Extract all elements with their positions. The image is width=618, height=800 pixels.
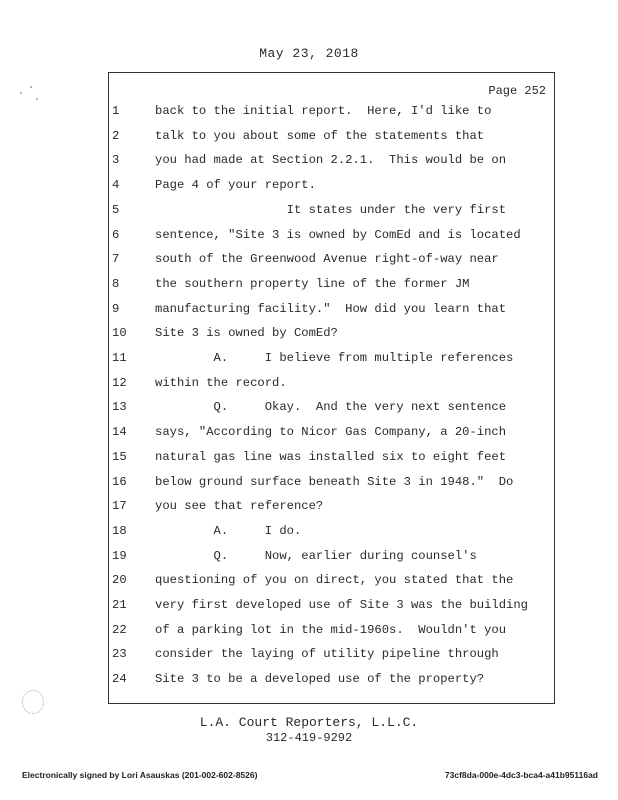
line-text: A. I do.	[155, 523, 302, 538]
line-text: Site 3 is owned by ComEd?	[155, 326, 338, 341]
transcript-line	[0, 425, 618, 445]
line-number: 22	[112, 622, 127, 637]
line-number: 13	[112, 400, 127, 415]
line-number: 9	[112, 301, 120, 316]
line-text: Q. Now, earlier during counsel's	[155, 548, 477, 563]
line-text: below ground surface beneath Site 3 in 1948." Do	[155, 474, 514, 489]
scan-speck	[36, 98, 38, 100]
transcript-line	[0, 450, 618, 470]
line-text: manufacturing facility." How did you learn that	[155, 301, 507, 316]
line-text: the southern property line of the former JM	[155, 276, 470, 291]
line-number: 19	[112, 548, 127, 563]
line-number: 20	[112, 573, 127, 588]
line-number: 6	[112, 227, 120, 242]
transcript-line	[0, 351, 618, 371]
header-date: May 23, 2018	[259, 46, 359, 61]
transcript-line	[0, 178, 618, 198]
transcript-line	[0, 104, 618, 124]
line-text: It states under the very first	[155, 202, 507, 217]
line-number: 1	[112, 104, 120, 118]
line-text: Page 4 of your report.	[155, 178, 316, 193]
line-number: 17	[112, 499, 127, 514]
line-number: 10	[112, 326, 127, 341]
line-text: consider the laying of utility pipeline through	[155, 647, 499, 662]
line-text: you see that reference?	[155, 499, 324, 514]
electronic-signature: Electronically signed by Lori Asauskas (201-002-602-8526)	[22, 770, 258, 780]
line-number: 5	[112, 202, 120, 217]
transcript-line	[0, 302, 618, 322]
page-number: Page 252	[488, 84, 546, 98]
line-text: very first developed use of Site 3 was the building	[155, 598, 528, 612]
transcript-line	[0, 524, 618, 544]
punch-hole-mark	[22, 690, 44, 714]
line-number: 14	[112, 425, 127, 440]
footer-firm: L.A. Court Reporters, L.L.C.	[199, 715, 419, 730]
transcript-line	[0, 277, 618, 297]
transcript-line	[0, 153, 618, 173]
transcript-line	[0, 129, 618, 149]
line-number: 21	[112, 598, 127, 612]
line-text: says, "According to Nicor Gas Company, a 20-inch	[155, 425, 507, 440]
line-number: 18	[112, 523, 127, 538]
transcript-line	[0, 672, 618, 692]
scan-speck	[20, 92, 22, 94]
line-text: natural gas line was installed six to eight feet	[155, 449, 507, 464]
transcript-line	[0, 598, 618, 618]
line-text: sentence, "Site 3 is owned by ComEd and is located	[155, 227, 521, 242]
transcript-line	[0, 475, 618, 495]
transcript-line	[0, 647, 618, 667]
line-number: 4	[112, 178, 120, 193]
line-number: 3	[112, 153, 120, 168]
line-number: 7	[112, 252, 120, 267]
line-number: 12	[112, 375, 127, 390]
line-number: 16	[112, 474, 127, 489]
transcript-line	[0, 203, 618, 223]
line-number: 2	[112, 128, 120, 143]
footer-phone: 312-419-9292	[265, 731, 353, 745]
scan-speck	[30, 86, 32, 88]
transcript-line	[0, 326, 618, 346]
line-text: south of the Greenwood Avenue right-of-way near	[155, 252, 499, 267]
line-text: Site 3 to be a developed use of the property?	[155, 672, 485, 687]
line-number: 11	[112, 351, 127, 365]
transcript-line	[0, 573, 618, 593]
line-text: A. I believe from multiple references	[155, 351, 514, 365]
line-number: 23	[112, 647, 127, 662]
transcript-line	[0, 252, 618, 272]
line-number: 8	[112, 276, 120, 291]
line-text: back to the initial report. Here, I'd like to	[155, 104, 492, 118]
transcript-line	[0, 623, 618, 643]
line-number: 24	[112, 672, 127, 687]
line-text: of a parking lot in the mid-1960s. Wouldn't you	[155, 622, 507, 637]
line-text: talk to you about some of the statements that	[155, 128, 485, 143]
line-number: 15	[112, 449, 127, 464]
transcript-line	[0, 376, 618, 396]
transcript-line	[0, 228, 618, 248]
document-hash: 73cf8da-000e-4dc3-bca4-a41b95116ad	[444, 770, 598, 780]
transcript-line	[0, 499, 618, 519]
transcript-line	[0, 549, 618, 569]
transcript-line	[0, 400, 618, 420]
line-text: Q. Okay. And the very next sentence	[155, 400, 507, 415]
line-text: you had made at Section 2.2.1. This would be on	[155, 153, 507, 168]
line-text: within the record.	[155, 375, 287, 390]
line-text: questioning of you on direct, you stated that the	[155, 573, 514, 588]
